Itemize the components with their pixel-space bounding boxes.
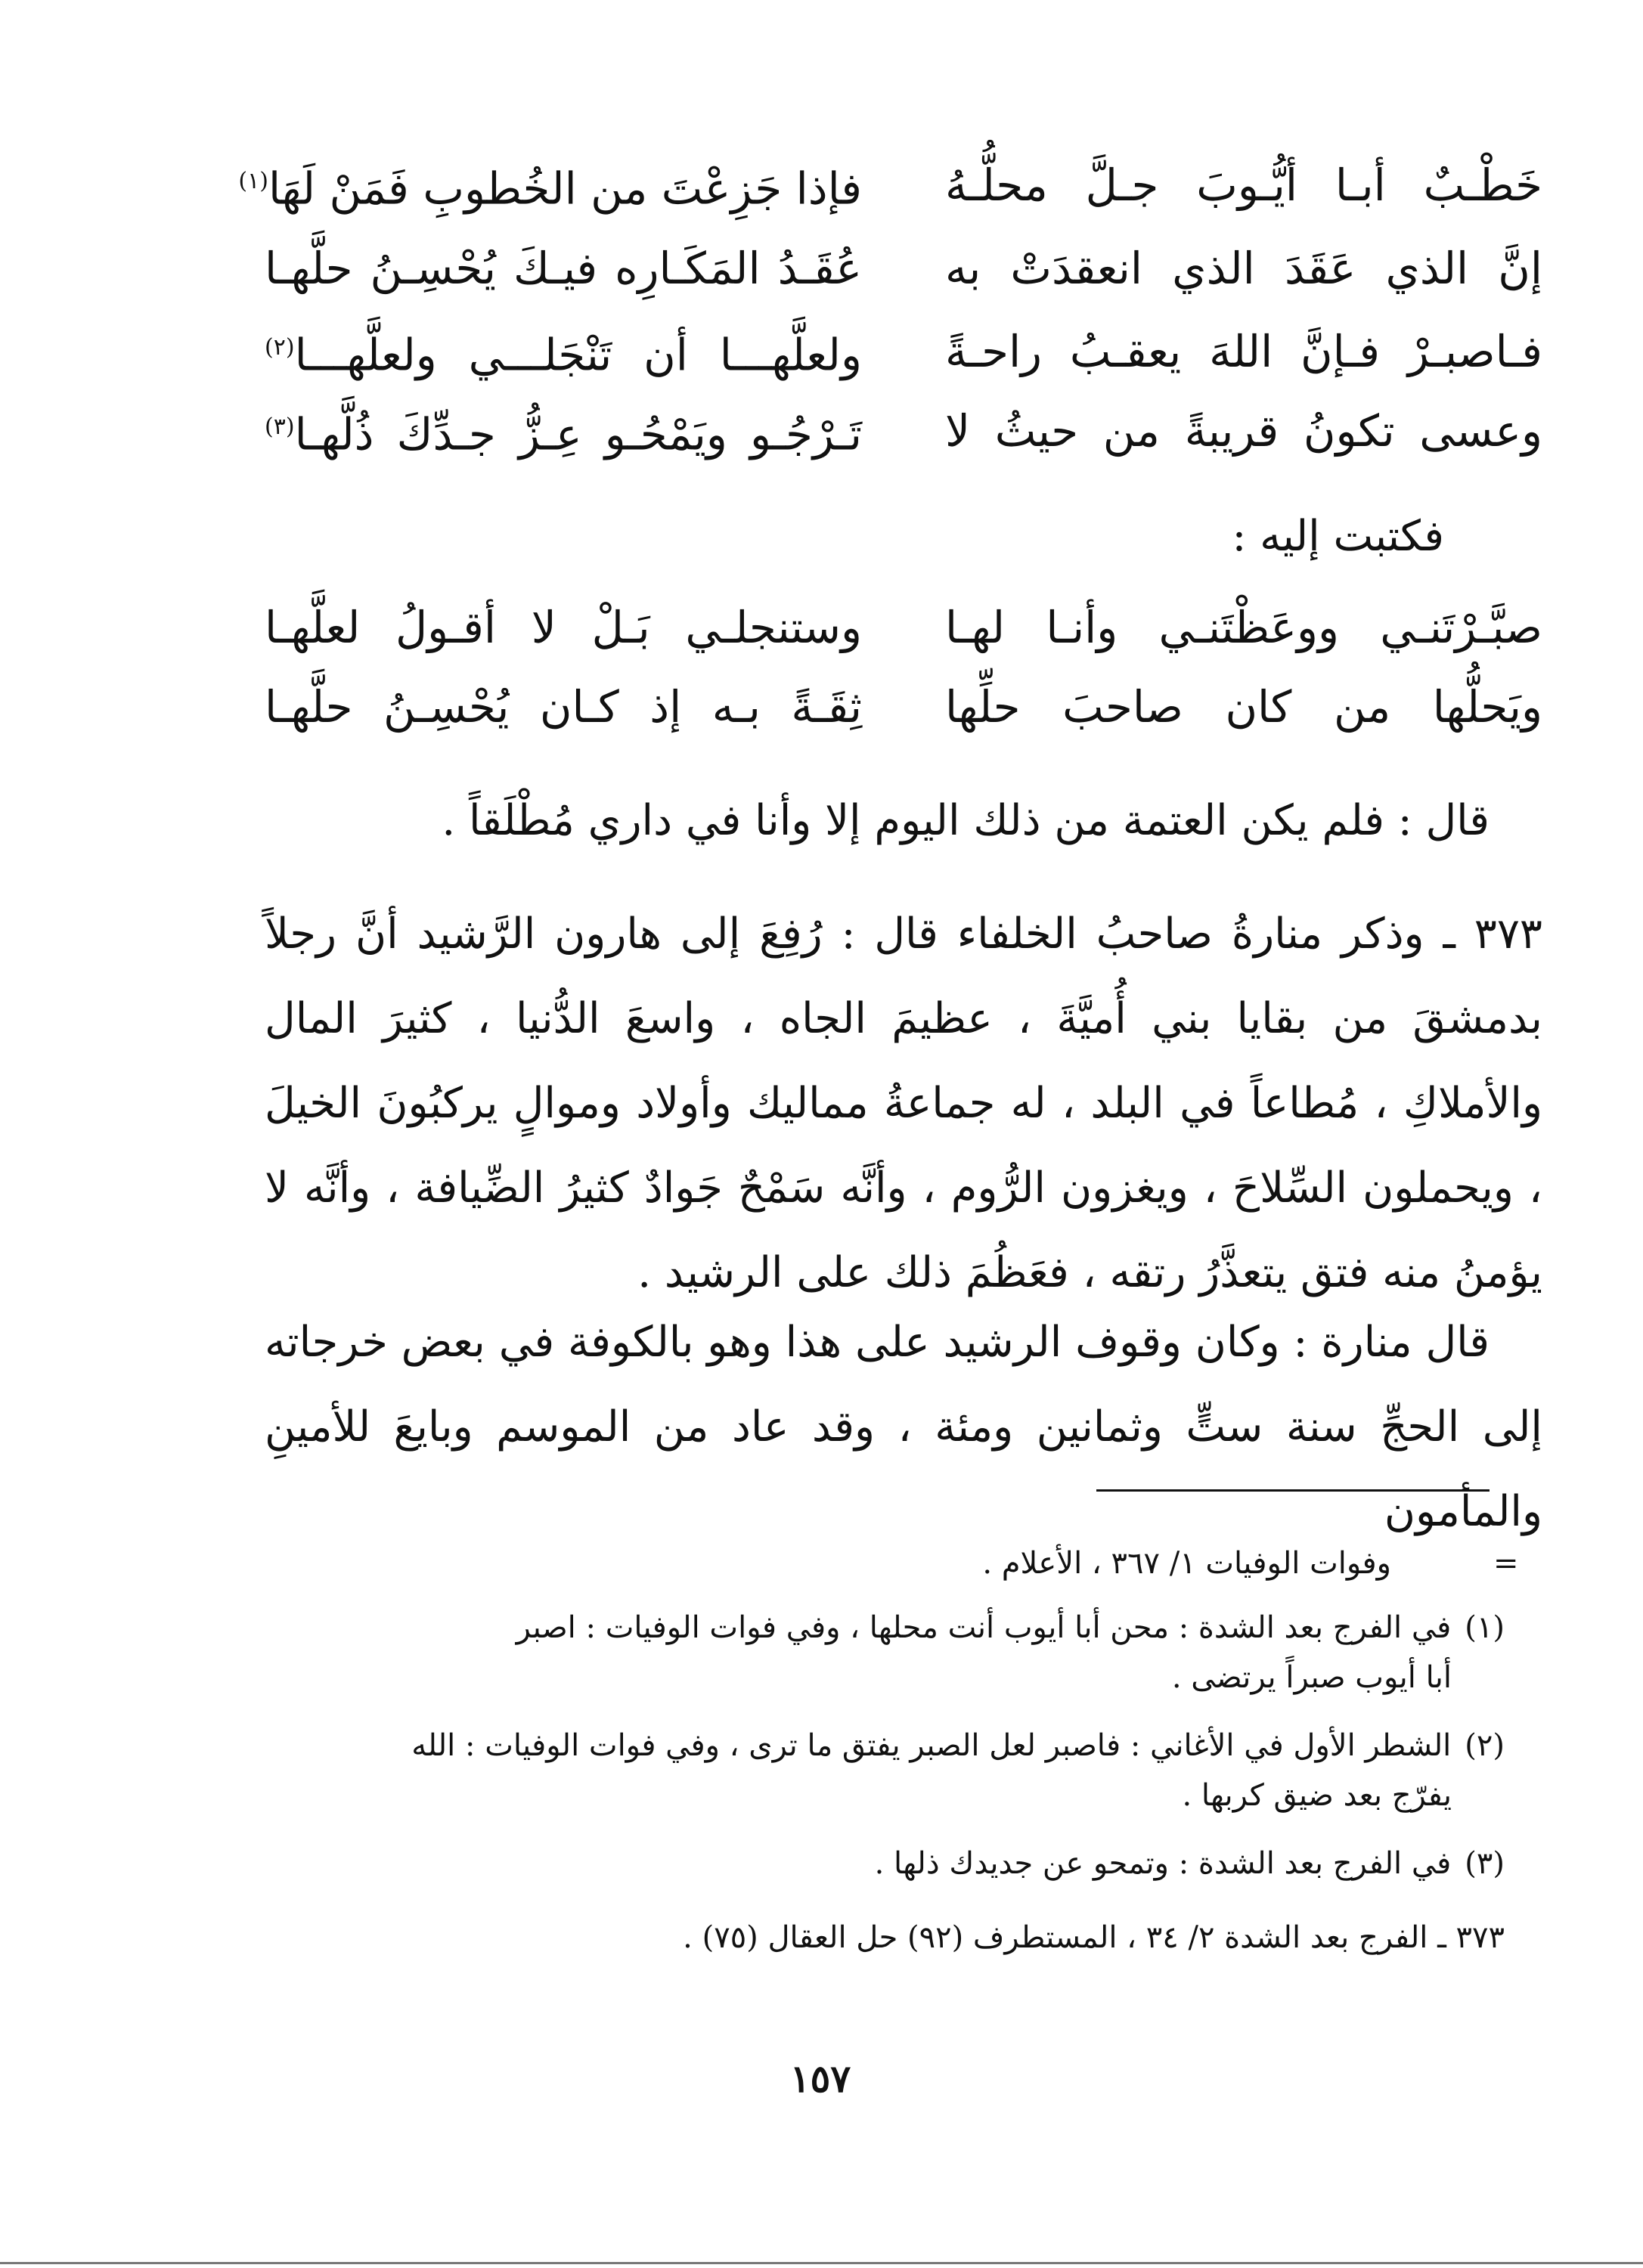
paragraph-entry-373: ٣٧٣ ـ وذكر منارةُ صاحبُ الخلفاء قال : رُفِعَ إلى هارون الرَّشيد أنَّ رجلاً بدمشقَ من بقايا بني أُميَّةَ ، عظيمَ الجاه ، واسعَ الدُّنيا ، كثيرَ المال والأملاكِ ، مُطاعاً في البلد ، له جماعةُ مماليك وأولاد وموالٍ يركبُونَ الخيلَ ، ويحملون السِّلاحَ ، ويغزون الرُّوم ، وأنَّه سَمْحٌ جَوادٌ كثيرُ الضِّيافة ، وأنَّه لا يؤمنُ منه فتق يتعذَّرُ رتقه ، فعَظُمَ ذلك على الرشيد . xyxy=(265,909,1543,1297)
verse-second-hemistich: فإذا جَزِعْتَ من الخُطوبِ فَمَنْ لَهَا$^{(١)}$ xyxy=(238,163,862,215)
verse-first-hemistich: وعسى تكونُ قريبةً من حيثُ لا xyxy=(945,405,1542,457)
paragraph: قال : فلم يكن العتمة من ذلك اليوم إلا وأنا في داري مُطْلَقاً . xyxy=(442,796,1490,845)
paragraph: قال منارة : وكان وقوف الرشيد على هذا وهو بالكوفة في بعض خرجاته إلى الحجِّ سنة ستٍّ وثمانين ومئة ، وقد عاد من الموسم وبايعَ للأمينِ والمأمون xyxy=(265,1318,1542,1536)
verse-first-hemistich: فـاصبـرْ فـإنَّ اللهَ يعقـبُ راحـةً xyxy=(945,326,1542,377)
poem-verse xyxy=(265,310,1542,393)
footnote-2: (٢)الشطر الأول في الأغاني : فاصبر لعل الصبر يفتق ما ترى ، وفي فوات الوفيات : الله xyxy=(411,1728,1505,1763)
verse-first-hemistich: خَطْـبٌ أبـا أيُّـوبَ جـلَّ محلُّـهُ xyxy=(945,160,1542,211)
footnote-2-continuation: يفرّج بعد ضيق كربها . xyxy=(1182,1778,1452,1813)
verse-second-hemistich: تَـرْجُـو ويَمْحُـو عِـزُّ جـدِّكَ ذُلَّهـا$^{(٣)}$ xyxy=(265,408,862,460)
footnote-3: (٣)في الفرج بعد الشدة : وتمحو عن جديدك ذلها . xyxy=(874,1846,1505,1881)
footnote-marker: (١) xyxy=(238,168,268,195)
footnote-number: (٣) xyxy=(1465,1846,1505,1881)
poem-verse xyxy=(265,227,1542,310)
verse-second-hemistich: وستنجلـي بَـلْ لا أقـولُ لعلَّهـا xyxy=(265,602,862,653)
footnote-number: (٢) xyxy=(1465,1728,1505,1763)
poem-verse xyxy=(265,586,1542,669)
footnote-continuation: وفوات الوفيات ١/ ٣٦٧ ، الأعلام . xyxy=(982,1546,1391,1581)
footnote-marker: (٢) xyxy=(265,334,295,361)
poem-verse xyxy=(238,144,1542,227)
page-edge-line xyxy=(0,2262,1643,2264)
verse-first-hemistich: ويَحلُّها من كان صاحبَ حلِّها xyxy=(945,681,1542,733)
footnote-divider xyxy=(1096,1489,1490,1492)
verse-first-hemistich: صبَّـرْتَنـي ووعَظْتَنـي وأنـا لهـا xyxy=(945,602,1542,653)
verse-first-hemistich: إنَّ الذي عَقَدَ الذي انعقدَتْ به xyxy=(945,243,1542,294)
footnote-marker: (٣) xyxy=(265,414,295,441)
footnote-number: (١) xyxy=(1465,1610,1505,1645)
poem-verse xyxy=(265,665,1542,748)
continuation-marker: = xyxy=(1493,1546,1519,1581)
poem-verse xyxy=(265,389,1542,472)
verse-second-hemistich: عُقَـدُ المَكَـارِه فيـكَ يُحْسِـنُ حلَّهـا xyxy=(265,243,862,294)
footnote-1: (١)في الفرج بعد الشدة : محن أبا أيوب أنت محلها ، وفي فوات الوفيات : اصبر xyxy=(516,1610,1505,1645)
footnote-1-continuation: أبا أيوب صبراً يرتضى . xyxy=(1171,1660,1452,1695)
intro-line: فكتبت إليه : xyxy=(1232,512,1444,561)
verse-second-hemistich: ثِقَـةً بـه إذ كـان يُحْسِـنُ حلَّهـا xyxy=(265,681,862,733)
source-note: ٣٧٣ ـ الفرج بعد الشدة ٢/ ٣٤ ، المستطرف (٩٢) حل العقال (٧٥) . xyxy=(683,1920,1505,1955)
verse-second-hemistich: ولعلَّهـــا أن تَنْجَلـــي ولعلَّهـــا$^{(٢)}$ xyxy=(265,329,862,381)
page-number: ١٥٧ xyxy=(789,2056,851,2101)
